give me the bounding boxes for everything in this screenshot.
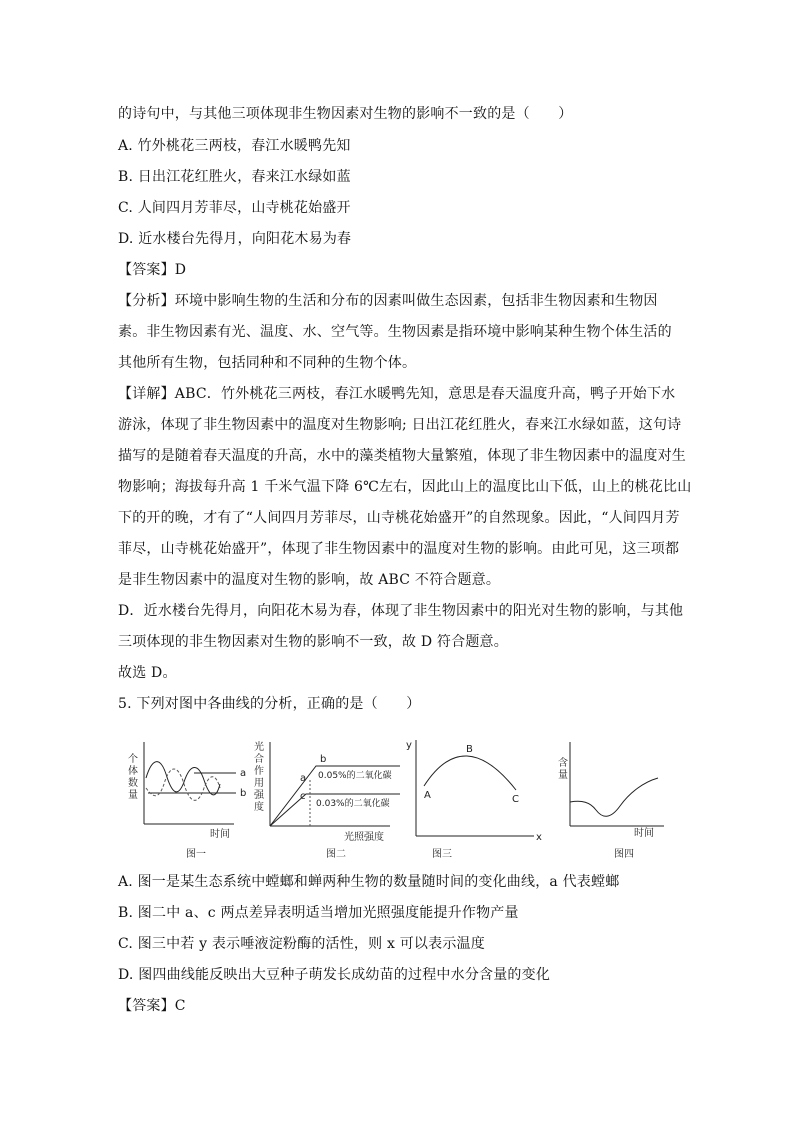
question-4-stem-tail: 的诗句中，与其他三项体现非生物因素对生物的影响不一致的是（ ） <box>118 106 573 122</box>
q4-option-a: A. 竹外桃花三两枝，春江水暖鸭先知 <box>118 138 351 154</box>
q4-analysis-line: 素。非生物因素有光、温度、水、空气等。生物因素是指环境中影响某种生物个体生活的 <box>118 324 672 340</box>
question-5-stem: 5. 下列对图中各曲线的分析，正确的是（ ） <box>118 696 421 712</box>
figure-3 <box>404 736 554 860</box>
figure-2 <box>250 736 410 860</box>
q4-analysis-line: 【分析】环境中影响生物的生活和分布的因素叫做生态因素，包括非生物因素和生物因 <box>118 293 658 309</box>
q5-option-c: C. 图三中若 y 表示唾液淀粉酶的活性，则 x 可以表示温度 <box>118 936 485 952</box>
q5-option-b: B. 图二中 a、c 两点差异表明适当增加光照强度能提升作物产量 <box>118 905 519 921</box>
q5-option-a: A. 图一是某生态系统中螳螂和蝉两种生物的数量随时间的变化曲线，a 代表螳螂 <box>118 874 620 890</box>
q4-detail-line: 【详解】ABC．竹外桃花三两枝，春江水暖鸭先知，意思是春天温度升高，鸭子开始下水 <box>118 386 676 402</box>
figure-1 <box>124 736 264 860</box>
q4-analysis-line: 其他所有生物，包括同种和不同种的生物个体。 <box>118 355 417 371</box>
fig2-ylabel-char: 度 <box>254 802 264 813</box>
fig1-ylabel-char: 量 <box>128 790 138 801</box>
q4-detail-line: 菲尽，山寺桃花始盛开”，体现了非生物因素中的温度对生物的影响。由此可见，这三项都 <box>118 541 680 557</box>
fig4-ylabel-char: 含 <box>558 758 568 769</box>
fig2-ylabel-char: 作 <box>254 766 264 777</box>
q4-option-d: D. 近水楼台先得月，向阳花木易为春 <box>118 231 352 247</box>
figure-4 <box>554 736 674 860</box>
fig2-ylabel-char: 用 <box>254 778 264 789</box>
fig2-ylabel-char: 光 <box>254 742 264 753</box>
q4-detail-line: 故选 D。 <box>118 665 177 681</box>
fig2-ylabel-char: 强 <box>254 790 264 801</box>
q4-detail-line: 三项体现的非生物因素对生物的影响不一致，故 D 符合题意。 <box>118 634 508 650</box>
fig1-ylabel-char: 体 <box>128 766 138 777</box>
fig2-point-c: c <box>300 791 306 802</box>
q4-detail-line: D．近水楼台先得月，向阳花木易为春，体现了非生物因素中的阳光对生物的影响，与其他 <box>118 603 684 619</box>
fig3-curve <box>424 756 516 790</box>
q5-option-d: D. 图四曲线能反映出大豆种子萌发长成幼苗的过程中水分含量的变化 <box>118 967 551 983</box>
fig2-ylabel-char: 合 <box>254 754 264 765</box>
q4-detail-line: 下的开的晚，才有了“人间四月芳菲尽，山寺桃花始盛开”的自然现象。因此，“人间四月芳 <box>118 510 680 526</box>
fig3-point-c: C <box>512 794 519 805</box>
fig4-caption: 图四 <box>614 849 634 860</box>
q4-detail-line: 物影响；海拔每升高 1 千米气温下降 6℃左右，因此山上的温度比山下低，山上的桃花比山 <box>118 479 692 495</box>
fig4-ylabel-char: 量 <box>558 770 568 781</box>
fig1-label-b: b <box>240 788 247 799</box>
fig3-point-a: A <box>424 790 431 801</box>
fig1-xlabel: 时间 <box>210 829 230 840</box>
q5-answer: 【答案】C <box>118 998 186 1014</box>
q4-answer: 【答案】D <box>118 262 187 278</box>
fig1-ylabel-char: 数 <box>128 778 138 789</box>
fig2-line-high-label: 0.05%的二氧化碳 <box>318 771 392 781</box>
q4-option-c: C. 人间四月芳菲尽，山寺桃花始盛开 <box>118 200 351 216</box>
fig2-caption: 图二 <box>326 849 346 860</box>
fig3-point-b: B <box>466 744 473 755</box>
q4-option-b: B. 日出江花红胜火，春来江水绿如蓝 <box>118 169 351 185</box>
q4-detail-line: 描写的是随着春天温度的升高，水中的藻类植物大量繁殖，体现了非生物因素中的温度对生 <box>118 448 686 464</box>
fig3-ylabel: y <box>406 740 412 751</box>
fig1-label-a: a <box>240 768 247 779</box>
fig1-caption: 图一 <box>186 849 206 860</box>
fig3-xlabel: x <box>536 832 542 843</box>
fig3-caption: 图三 <box>432 849 452 860</box>
fig1-ylabel-char: 个 <box>128 754 138 765</box>
fig2-point-a: a <box>300 773 307 784</box>
fig2-point-b: b <box>320 754 327 765</box>
fig4-curve <box>570 778 658 816</box>
q4-detail-line: 是非生物因素中的温度对生物的影响，故 ABC 不符合题意。 <box>118 572 501 588</box>
fig2-line-low-label: 0.03%的二氧化碳 <box>316 799 390 809</box>
fig4-xlabel: 时间 <box>634 828 654 839</box>
fig2-xlabel: 光照强度 <box>344 832 384 843</box>
q4-detail-line: 游泳，体现了非生物因素中的温度对生物影响; 日出江花红胜火，春来江水绿如蓝，这句诗 <box>118 417 682 433</box>
